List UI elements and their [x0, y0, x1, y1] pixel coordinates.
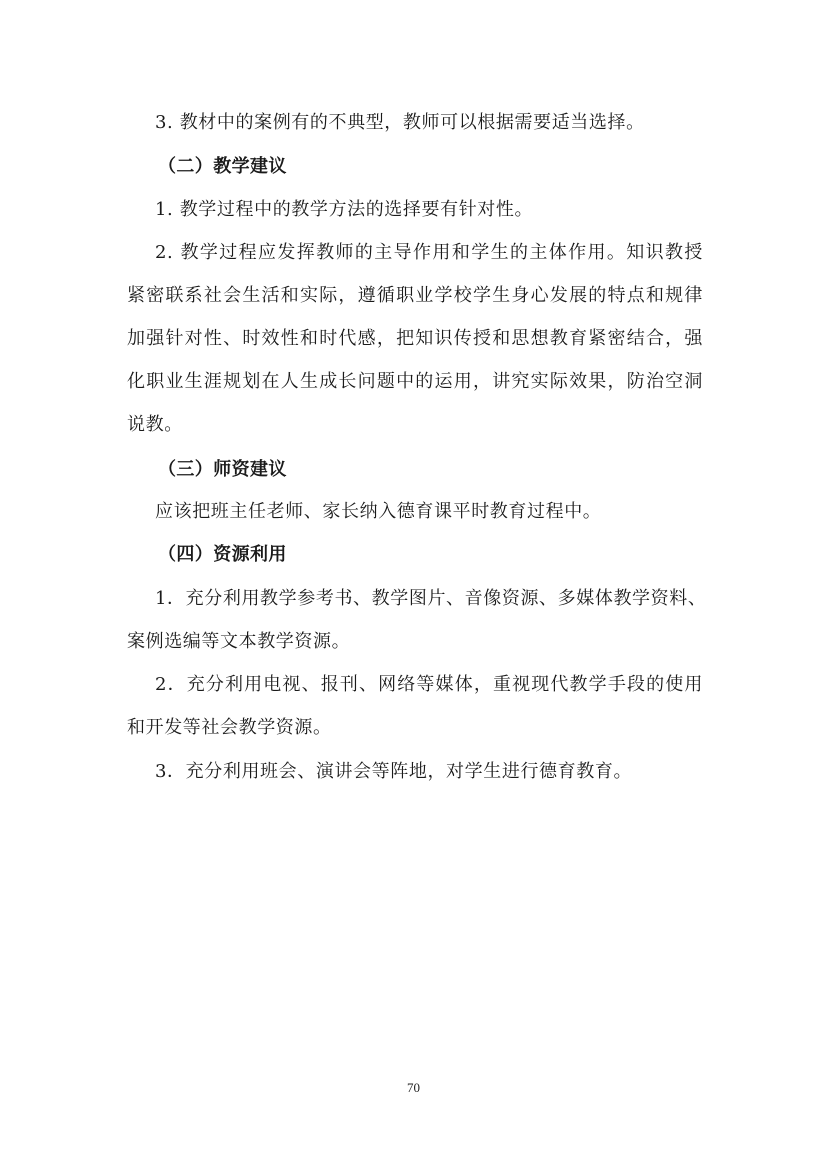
- paragraph-resource-1-line-1: 1．充分利用教学参考书、教学图片、音像资源、多媒体教学资料、: [155, 588, 707, 609]
- section-heading-teacher-suggestions: （三）师资建议: [158, 459, 287, 480]
- section-heading-teaching-suggestions: （二）教学建议: [158, 156, 287, 177]
- paragraph-item-3-textbook: 3. 教材中的案例有的不典型，教师可以根据需要适当选择。: [155, 112, 645, 133]
- paragraph-resource-2-line-1: 2．充分利用电视、报刊、网络等媒体，重视现代教学手段的使用: [155, 674, 703, 695]
- paragraph-teaching-2-line-2: 紧密联系社会生活和实际，遵循职业学校学生身心发展的特点和规律: [127, 285, 703, 306]
- paragraph-teacher-suggestion: 应该把班主任老师、家长纳入德育课平时教育过程中。: [155, 501, 602, 522]
- paragraph-teaching-2-line-3: 加强针对性、时效性和时代感，把知识传授和思想教育紧密结合，强: [127, 328, 703, 349]
- page-number: 70: [407, 1080, 420, 1095]
- paragraph-teaching-2-line-4: 化职业生涯规划在人生成长问题中的运用，讲究实际效果，防治空洞: [127, 371, 703, 392]
- paragraph-teaching-1: 1. 教学过程中的教学方法的选择要有针对性。: [155, 199, 534, 220]
- paragraph-resource-3: 3．充分利用班会、演讲会等阵地，对学生进行德育教育。: [155, 761, 633, 782]
- paragraph-teaching-2-line-1: 2. 教学过程应发挥教师的主导作用和学生的主体作用。知识教授: [155, 242, 703, 263]
- paragraph-teaching-2-line-5: 说教。: [127, 414, 183, 435]
- section-heading-resources: （四）资源利用: [158, 544, 287, 565]
- paragraph-resource-1-line-2: 案例选编等文本教学资源。: [127, 631, 351, 652]
- paragraph-resource-2-line-2: 和开发等社会教学资源。: [127, 717, 332, 738]
